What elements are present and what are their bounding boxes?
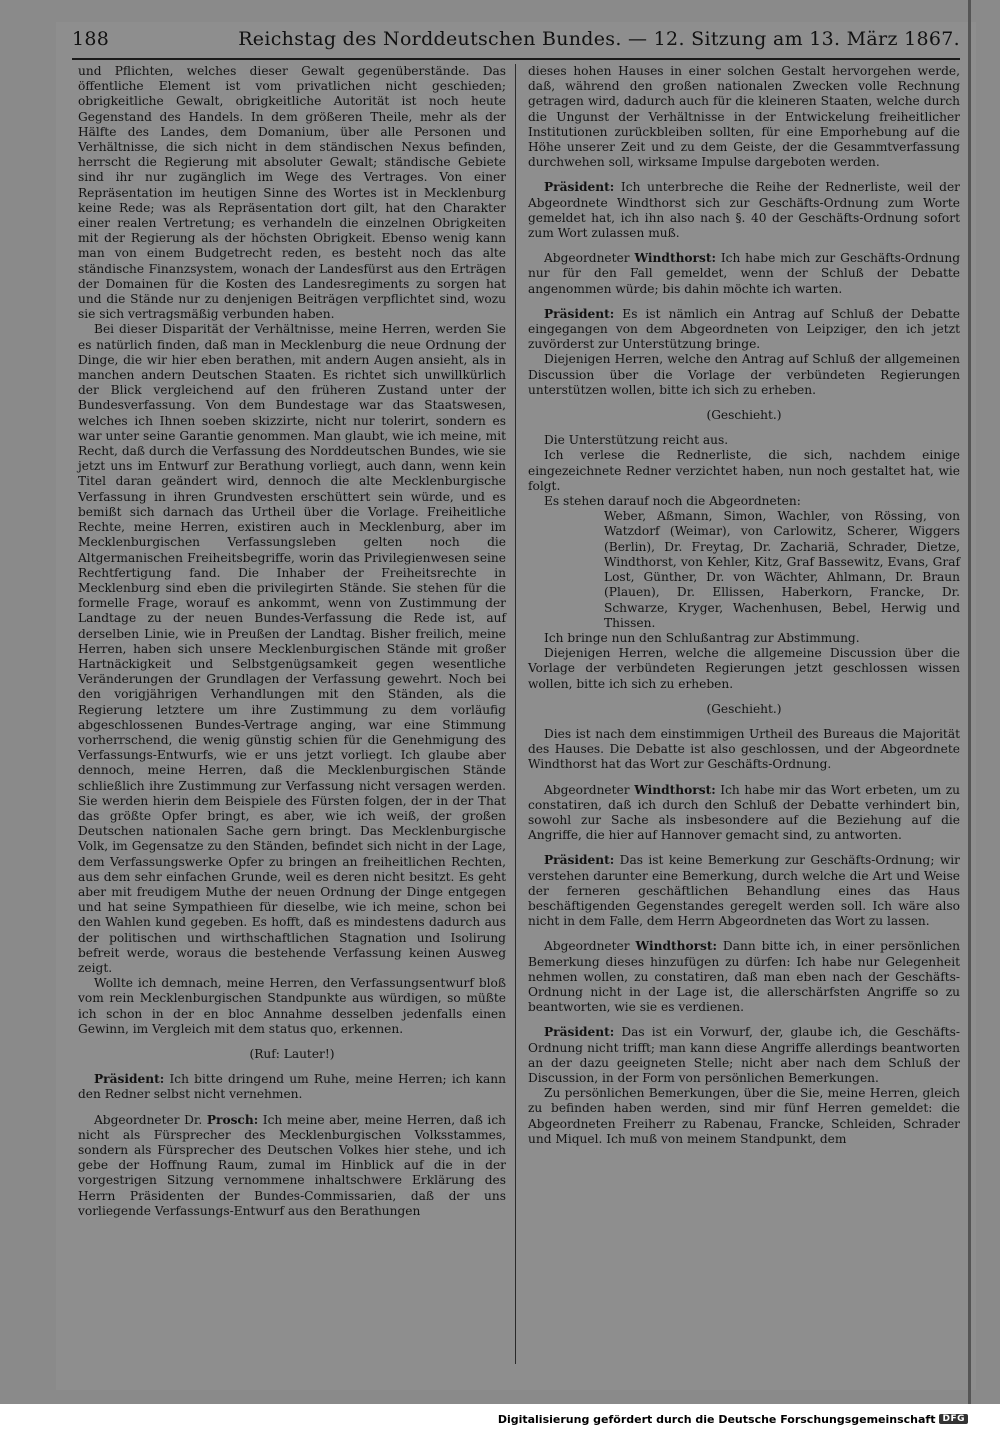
speech-text: Das ist keine Bemerkung zur Geschäfts-Ordnung; wir verstehen darunter eine Bemerkung, durch welche die Art und Weise der ferneren geschäftlichen Behandlung eines das Haus beschäftigenden Gegenstandes geregelt werden soll. Ich wäre also nicht in dem Falle, dem Herrn Abgeordneten das Wort zu lassen. <box>528 853 960 929</box>
page-edge <box>968 0 971 1410</box>
speaker-title: Abgeordneter <box>544 939 636 954</box>
speech-president <box>528 1025 960 1086</box>
speech-text: Ich unterbreche die Reihe der Rednerliste, weil der Abgeordnete Windthorst sich zur Geschäfts-Ordnung zum Worte gemeldet hat, ich ihn also nach §. 40 der Geschäfts-Ordnung sofort zum Wort zulassen muß. <box>528 180 960 241</box>
paragraph: Die Unterstützung reicht aus. <box>544 433 729 448</box>
paragraph: Wollte ich demnach, meine Herren, den Verfassungsentwurf bloß vom rein Mecklenburgischen Standpunkte aus würdigen, so müßte ich schon in der en bloc Annahme desselben jedenfalls einen Gewinn, im Vergleich mit dem status quo, erkennen. <box>78 976 506 1036</box>
speech-windthorst <box>528 783 960 844</box>
speaker-name: Präsident: <box>544 180 615 195</box>
right-column <box>528 64 960 1147</box>
interjection: (Geschieht.) <box>706 408 782 423</box>
left-column <box>78 64 506 1219</box>
speech-text: Das ist ein Vorwurf, der, glaube ich, die Geschäfts-Ordnung nicht trifft; man kann diese Angriffe allerdings beantworten an der dazu geeigneten Stelle; nicht aber nach dem Schluß der Discussion, in der Form von persönlichen Bemerkungen. <box>528 1025 960 1085</box>
dfg-logo-icon: DFG <box>939 1414 968 1424</box>
speaker-name: Windthorst: <box>634 251 716 266</box>
paragraph: dieses hohen Hauses in einer solchen Gestalt hervorgehen werde, daß, während den großen nationalen Zwecken volle Rechnung getragen wird, dadurch auch für die kleineren Staaten, welche durch die Ungunst der Verhältnisse in der Entwickelung freiheitlicher Institutionen zurückbleiben sollten, für eine Emporhebung auf die Höhe unserer Zeit und zu dem Geiste, der die Gesammtverfassung durchwehen soll, wirksame Impulse dargeboten werden. <box>528 64 960 170</box>
speech-prosch <box>78 1113 506 1219</box>
speech-windthorst <box>528 939 960 1015</box>
speaker-name: Präsident: <box>544 853 615 868</box>
speaker-name: Präsident: <box>544 306 615 321</box>
speech-president <box>528 853 960 929</box>
speaker-title: Abgeordneter Dr. <box>94 1112 207 1127</box>
page-number: 188 <box>72 28 110 50</box>
paragraph: Diejenigen Herren, welche den Antrag auf Schluß der allgemeinen Discussion über die Vorlage der verbündeten Regierungen unterstützen wollen, bitte ich sich zu erheben. <box>528 352 960 397</box>
paragraph: Es stehen darauf noch die Abgeordneten: <box>544 494 801 509</box>
speaker-name: Prosch: <box>206 1112 259 1127</box>
paragraph: Bei dieser Disparität der Verhältnisse, meine Herren, werden Sie es natürlich finden, daß man in Mecklenburg die neue Ordnung der Dinge, die wir hier eben berathen, mit andern Augen ansieht, als in manchen andern Deutschen Staaten. Es richtet sich unwillkürlich der Blick vergleichend auf den früheren Zustand unter der Bundesverfassung. Von dem Bundestage war das Staatswesen, welches ich Ihnen soeben skizzirte, nicht nur tolerirt, sondern es war unter seine Garantie genommen. Man glaubt, wie ich meine, mit Recht, daß durch die Verfassung des Norddeutschen Bundes, wie sie jetzt uns im Entwurf zur Berathung vorliegt, auch dann, wenn kein Titel daran geändert wird, dennoch die alte Mecklenburgische Verfassung in ihren Grundvesten erschüttert sein würde, und es bemißt sich darnach das Urtheil über die Vorlage. Freiheitliche Rechte, meine Herren, existiren auch in Mecklenburg, aber im Mecklenburgischen Verfassungsleben gelten noch die Altgermanischen Freiheitsbegriffe, worin das Privilegienwesen seine Rechtfertigung fand. Die Inhaber der Freiheitsrechte in Mecklenburg sind eben die privilegirten Stände. Sie stehen für die formelle Frage, worauf es ankommt, wenn von Zustimmung der Landtage zu der neuen Bundes-Verfassung die Rede ist, auf derselben Linie, wie in Preußen der Landtag. Bisher freilich, meine Herren, haben sich unsere Mecklenburgischen Stände mit großer Hartnäckigkeit und Selbstgenügsamkeit gegen wesentliche Veränderungen der Grundlagen der Verfassung gewehrt. Noch bei den vorigjährigen Verhandlungen mit den Ständen, als die Regierung letztere um ihre Zustimmung zu dem vorläufig abgeschlossenen Bundes-Vertrage anging, war eine Stimmung vorherrschend, die wenig günstig schien für die Genehmigung des Verfassungs-Entwurfs, wie er uns jetzt vorliegt. Ich glaube aber dennoch, meine Herren, daß die Mecklenburgischen Stände schließlich ihre Zustimmung zur Verfassung nicht versagen werden. Sie werden hierin dem Beispiele des Fürsten folgen, der in der That das größte Opfer bringt, es aber, wie ich weiß, der großen Deutschen nationalen Sache gern bringt. Das Mecklenburgische Volk, im Gegensatze zu den Ständen, befindet sich nicht in der Lage, dem Verfassungswerke Opfer zu bringen an freiheitlichen Rechten, aus dem sehr einfachen Grunde, weil es deren nicht besitzt. Es geht aber mit freudigem Muthe der neuen Ordnung der Dinge entgegen und hat seine Sympathieen für dieselbe, wie ich meine, schon bei den Wahlen kund gegeben. Es hofft, daß es mindestens dadurch aus der politischen und wirthschaftlichen Stagnation und Isolirung befreit werde, woraus die bestehende Verfassung keinen Ausweg zeigt. <box>78 322 506 975</box>
paragraph: und Pflichten, welches dieser Gewalt gegenüberstände. Das öffentliche Element ist vom privatlichen nicht geschieden; obrigkeitliche Gewalt, obrigkeitliche Autorität ist noch heute Gegenstand des Handels. In dem größeren Theile, mehr als der Hälfte des Landes, dem Domanium, über alle Personen und Verhältnisse, die sich nicht in dem ständischen Nexus befinden, herrscht die Regierung mit absoluter Gewalt; ständische Gebiete sind ihr nur zugänglich im Wege des Vertrages. Von einer Repräsentation im heutigen Sinne des Wortes ist in Mecklenburg keine Rede; was als Repräsentation dort gilt, hat den Charakter einer realen Vertretung; es verhandeln die einzelnen Obrigkeiten mit der Regierung als der höchsten Obrigkeit. Ebenso wenig kann man von einem Budgetrecht reden, es besteht noch das alte ständische Finanzsystem, wonach der Landesfürst aus den Erträgen der Domainen für die Kosten des Landesregiments zu sorgen hat und die Stände nur zu denjenigen Beiträgen verpflichtet sind, wozu sie sich vertragsmäßig verbunden haben. <box>78 64 506 322</box>
header-rule <box>72 58 960 60</box>
speech-president <box>528 307 960 353</box>
speaker-name: Präsident: <box>544 1025 615 1040</box>
paragraph: Zu persönlichen Bemerkungen, über die Sie, meine Herren, gleich zu befinden haben werden, sind mir fünf Herren gemeldet: die Abgeordneten Freiherr zu Rabenau, Francke, Schleiden, Schrader und Miquel. Ich muß von meinem Standpunkt, dem <box>528 1086 960 1146</box>
speech-president <box>528 180 960 241</box>
running-title: Reichstag des Norddeutschen Bundes. — 12. Sitzung am 13. März 1867. <box>238 28 960 50</box>
page-header <box>72 28 960 58</box>
funding-text: Digitalisierung gefördert durch die Deutsche Forschungsgemeinschaft <box>497 1412 936 1426</box>
speaker-title: Abgeordneter <box>544 782 635 797</box>
speech-text: Ich habe mir das Wort erbeten, um zu constatiren, daß ich durch den Schluß der Debatte verhindert bin, sowohl zur Sache als insbesondere auf die Beziehung auf die Angriffe, die hier auf Hannover gemacht sind, zu antworten. <box>528 782 960 843</box>
speaker-name: Windthorst: <box>635 939 718 954</box>
interjection: (Ruf: Lauter!) <box>249 1047 335 1061</box>
speaker-list: Weber, Aßmann, Simon, Wachler, von Rössing, von Watzdorf (Weimar), von Carlowitz, Scherer, Wiggers (Berlin), Dr. Freytag, Dr. Zachariä, Schrader, Dietze, Windthorst, von Kehler, Kitz, Graf Bassewitz, Evans, Graf Lost, Günther, Dr. von Wächter, Ahlmann, Dr. Braun (Plauen), Dr. Ellissen, Haberkorn, Francke, Dr. Schwarze, Kryger, Wachenhusen, Bebel, Herwig und Thissen. <box>604 509 960 630</box>
paragraph: Dies ist nach dem einstimmigen Urtheil des Bureaus die Majorität des Hauses. Die Debatte ist also geschlossen, und der Abgeordnete Windthorst hat das Wort zur Geschäfts-Ordnung. <box>528 726 960 772</box>
speaker-title: Abgeordneter <box>544 251 635 266</box>
speech-text: Es ist nämlich ein Antrag auf Schluß der Debatte eingegangen von dem Abgeordneten von Leipziger, den ich jetzt zuvörderst zur Unterstützung bringe. <box>528 306 960 352</box>
speaker-name: Präsident: <box>94 1072 165 1087</box>
paragraph: Diejenigen Herren, welche die allgemeine Discussion über die Vorlage der verbündeten Regierungen jetzt geschlossen wissen wollen, bitte ich sich zu erheben. <box>528 646 960 691</box>
speech-text: Ich habe mich zur Geschäfts-Ordnung nur für den Fall gemeldet, wenn der Schluß der Debatte angenommen würde; bis dahin möchte ich warten. <box>528 251 960 296</box>
interjection: (Geschieht.) <box>706 701 782 716</box>
paragraph: Ich verlese die Rednerliste, die sich, nachdem einige eingezeichnete Redner verzichtet haben, nun noch gestaltet hat, wie folgt. <box>528 448 960 493</box>
speech-text: Dann bitte ich, in einer persönlichen Bemerkung dieses hinzufügen zu dürfen: Ich habe nur Gelegenheit nehmen wollen, zu constatiren, daß man eben nach der Geschäfts-Ordnung nicht in der Lage ist, die allerschärfsten Angriffe so zu beantworten, wie sie es verdienen. <box>528 939 960 1015</box>
paragraph: Ich bringe nun den Schlußantrag zur Abstimmung. <box>544 630 860 645</box>
column-divider <box>515 64 516 1364</box>
speaker-name: Windthorst: <box>634 782 716 797</box>
speech-text: Ich meine aber, meine Herren, daß ich nicht als Fürsprecher des Mecklenburgischen Volksstammes, sondern als Fürsprecher des Deutschen Volkes hier stehe, und ich gebe der Hoffnung Raum, zumal im Hinblick auf die in der vorgestrigen Sitzung vernommene inhaltschwere Erklärung des Herrn Präsidenten der Bundes-Commissarien, daß der uns vorliegende Verfassungs-Entwurf aus den Berathungen <box>78 1112 506 1218</box>
speech-windthorst <box>528 251 960 297</box>
speech-text: Ich bitte dringend um Ruhe, meine Herren; ich kann den Redner selbst nicht vernehmen. <box>78 1072 506 1102</box>
speech-president <box>78 1072 506 1102</box>
funding-notice <box>496 1410 970 1428</box>
